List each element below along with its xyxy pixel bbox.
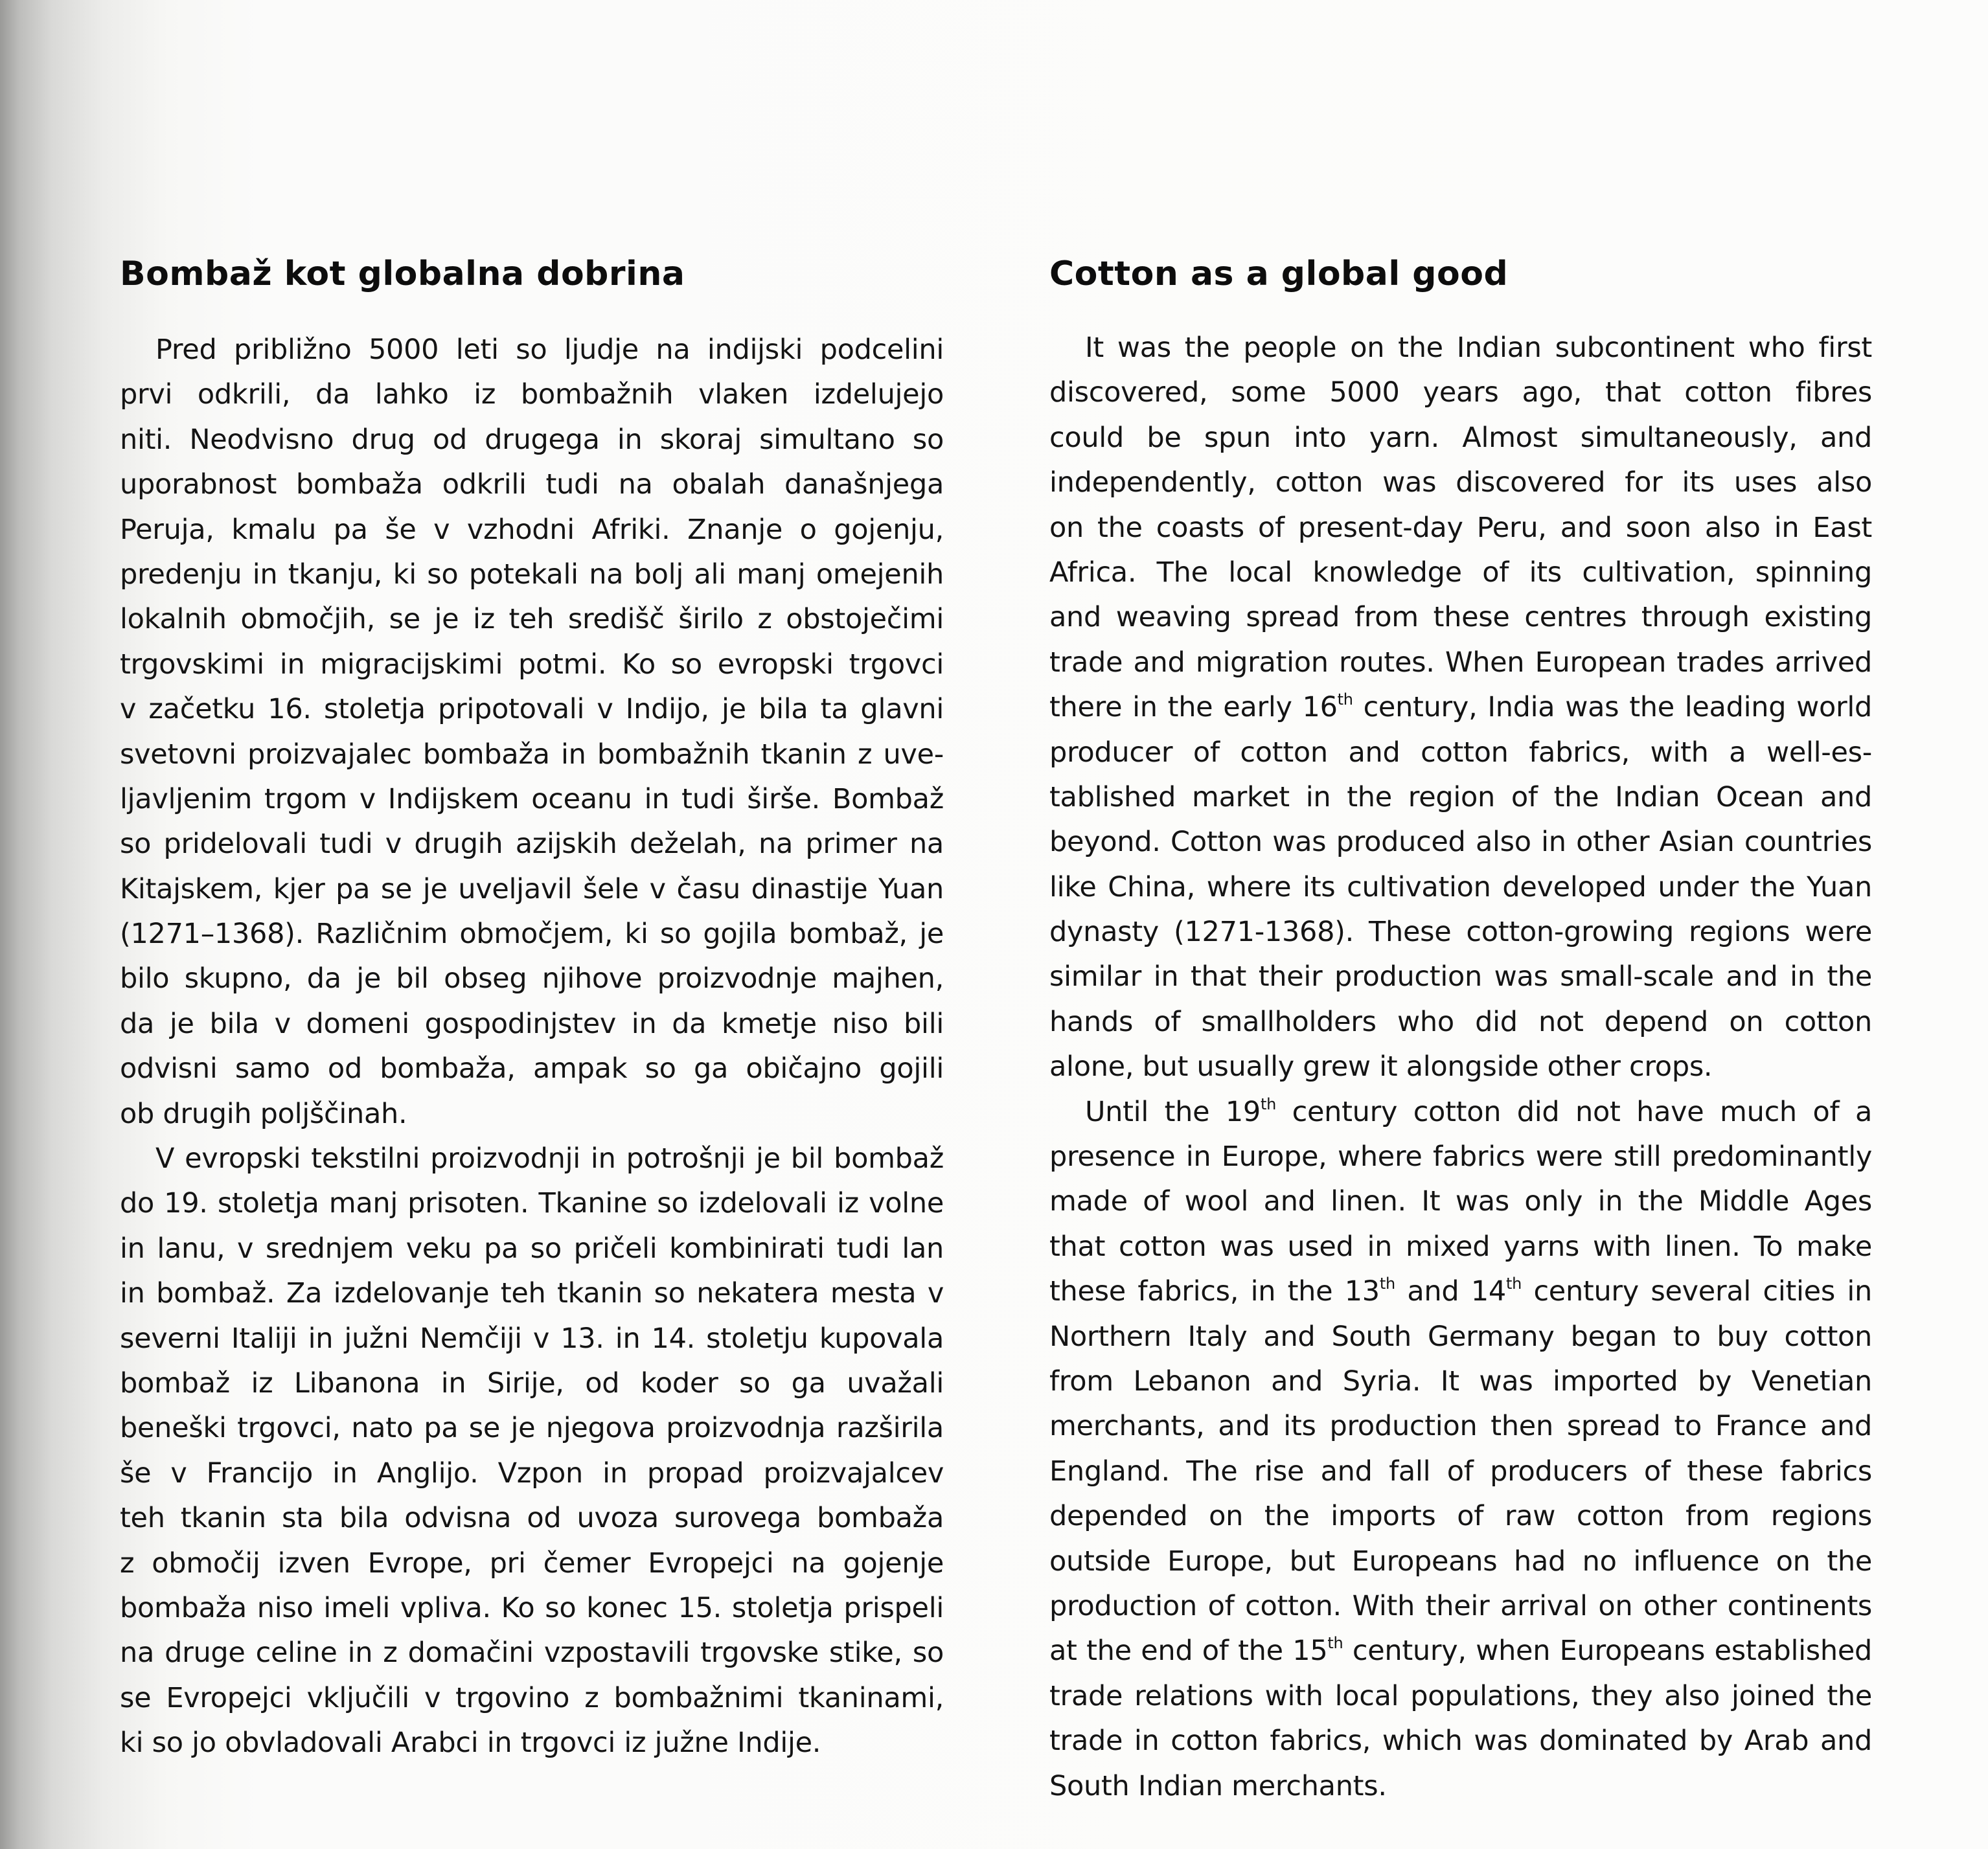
text-line: bombaž iz Libanona in Sirije, od koder so ga uvažali	[120, 1367, 944, 1400]
text-line: bombaža niso imeli vpliva. Ko so konec 15. stoletja prispeli	[120, 1591, 944, 1624]
text-line: beneški trgovci, nato pa se je njegova proizvodnja razširila	[120, 1412, 944, 1445]
text-line: trade in cotton fabrics, which was dominated by Arab and	[1049, 1725, 1872, 1758]
text-line: these fabrics, in the 13th and 14th century several cities in	[1049, 1275, 1872, 1308]
ordinal-superscript: th	[1327, 1634, 1343, 1653]
text-line: so pridelovali tudi v drugih azijskih deželah, na primer na	[120, 828, 944, 861]
text-line: trade relations with local populations, they also joined the	[1049, 1679, 1872, 1712]
text-line: South Indian merchants.	[1049, 1769, 1387, 1802]
text-line: in bombaž. Za izdelovanje teh tkanin so nekatera mesta v	[120, 1277, 944, 1310]
text-line: merchants, and its production then spread to France and	[1049, 1410, 1872, 1443]
text-line: could be spun into yarn. Almost simultaneously, and	[1049, 421, 1872, 454]
text-line: hands of smallholders who did not depend on cotton	[1049, 1005, 1872, 1038]
text-line: z območij izven Evrope, pri čemer Evropejci na gojenje	[120, 1547, 944, 1580]
text-line: prvi odkrili, da lahko iz bombažnih vlaken izdelujejo	[120, 378, 944, 411]
text-line: in lanu, v srednjem veku pa so pričeli kombinirati tudi lan	[120, 1232, 944, 1265]
text-line: bilo skupno, da je bil obseg njihove proizvodnje majhen,	[120, 962, 944, 995]
text-line: Africa. The local knowledge of its cultivation, spinning	[1049, 556, 1872, 589]
text-line: there in the early 16th century, India was the leading world	[1049, 690, 1873, 724]
text-line: lokalnih območjih, se je iz teh središč širilo z obstoječimi	[120, 603, 944, 636]
text-line: se Evropejci vključili v trgovino z bombažnimi tkaninami,	[120, 1681, 944, 1714]
slovenian-heading: Bombaž kot globalna dobrina	[120, 255, 685, 294]
text-line: dynasty (1271-1368). These cotton-growing regions were	[1049, 916, 1872, 949]
text-line: v začetku 16. stoletja pripotovali v Indijo, je bila ta glavni	[120, 693, 944, 726]
text-line: and weaving spread from these centres through existing	[1049, 601, 1872, 634]
slovenian-body	[120, 328, 944, 1766]
text-line: na druge celine in z domačini vzpostavili trgovske stike, so	[120, 1637, 944, 1670]
paragraph	[120, 1137, 944, 1765]
text-line: ob drugih poljščinah.	[120, 1097, 407, 1130]
ordinal-superscript: th	[1260, 1095, 1277, 1113]
text-line: Until the 19th century cotton did not have much of a	[1085, 1095, 1872, 1128]
text-line: similar in that their production was small-scale and in the	[1049, 960, 1872, 993]
text-line: svetovni proizvajalec bombaža in bombažnih tkanin z uve-	[120, 738, 944, 771]
text-line: England. The rise and fall of producers of these fabrics	[1049, 1455, 1872, 1488]
text-line: teh tkanin sta bila odvisna od uvoza surovega bombaža	[120, 1502, 944, 1535]
text-line: V evropski tekstilni proizvodnji in potrošnji je bil bombaž	[155, 1142, 944, 1175]
text-line: do 19. stoletja manj prisoten. Tkanine so izdelovali iz volne	[120, 1187, 944, 1220]
text-line: made of wool and linen. It was only in the Middle Ages	[1049, 1185, 1872, 1218]
text-line: predenju in tkanju, ki so potekali na bolj ali manj omejenih	[120, 558, 944, 591]
text-line: alone, but usually grew it alongside other crops.	[1049, 1050, 1713, 1083]
ordinal-superscript: th	[1379, 1275, 1395, 1293]
text-line: at the end of the 15th century, when Europeans established	[1049, 1634, 1872, 1668]
text-line: on the coasts of present-day Peru, and soon also in East	[1049, 511, 1872, 544]
english-heading: Cotton as a global good	[1049, 255, 1509, 294]
text-line: severni Italiji in južni Nemčiji v 13. in 14. stoletju kupovala	[120, 1322, 944, 1355]
text-line: ki so jo obvladovali Arabci in trgovci iz južne Indije.	[120, 1727, 821, 1760]
text-line: uporabnost bombaža odkrili tudi na obalah današnjega	[120, 468, 944, 501]
text-line: presence in Europe, where fabrics were still predominantly	[1049, 1140, 1872, 1174]
text-line: depended on the imports of raw cotton from regions	[1049, 1500, 1872, 1533]
paragraph	[120, 328, 944, 1137]
text-line: (1271–1368). Različnim območjem, ki so gojila bombaž, je	[120, 918, 944, 951]
text-line: niti. Neodvisno drug od drugega in skoraj simultano so	[120, 423, 944, 456]
text-line: ljavljenim trgom v Indijskem oceanu in tudi širše. Bombaž	[120, 782, 944, 815]
text-line: like China, where its cultivation developed under the Yuan	[1049, 870, 1872, 903]
text-line: from Lebanon and Syria. It was imported by Venetian	[1049, 1365, 1872, 1398]
text-line: It was the people on the Indian subcontinent who first	[1085, 332, 1872, 364]
text-line: producer of cotton and cotton fabrics, with a well-es-	[1049, 736, 1872, 769]
ordinal-superscript: th	[1505, 1275, 1522, 1293]
text-line: Kitajskem, kjer pa se je uveljavil šele v času dinastije Yuan	[120, 872, 944, 905]
text-line: trgovskimi in migracijskimi potmi. Ko so evropski trgovci	[120, 648, 944, 681]
text-line: that cotton was used in mixed yarns with linen. To make	[1049, 1230, 1872, 1263]
text-line: Northern Italy and South Germany began to buy cotton	[1049, 1320, 1872, 1353]
ordinal-superscript: th	[1337, 690, 1353, 709]
text-line: odvisni samo od bombaža, ampak so ga običajno gojili	[120, 1052, 944, 1085]
english-body	[1049, 326, 1872, 1809]
text-line: Peruja, kmalu pa še v vzhodni Afriki. Znanje o gojenju,	[120, 513, 944, 546]
text-line: beyond. Cotton was produced also in other Asian countries	[1049, 826, 1872, 859]
text-line: da je bila v domeni gospodinjstev in da kmetje niso bili	[120, 1007, 944, 1040]
text-line: Pred približno 5000 leti so ljudje na indijski podcelini	[155, 334, 944, 366]
text-line: tablished market in the region of the Indian Ocean and	[1049, 780, 1872, 813]
paragraph	[1049, 326, 1872, 1090]
text-line: trade and migration routes. When European trades arrived	[1049, 646, 1872, 679]
text-line: production of cotton. With their arrival on other continents	[1049, 1589, 1872, 1622]
text-line: discovered, some 5000 years ago, that cotton fibres	[1049, 376, 1872, 409]
text-line: outside Europe, but Europeans had no influence on the	[1049, 1545, 1872, 1578]
text-line: še v Francijo in Anglijo. Vzpon in propad proizvajalcev	[120, 1457, 944, 1490]
text-line: independently, cotton was discovered for its uses also	[1049, 466, 1872, 499]
paragraph	[1049, 1090, 1872, 1809]
